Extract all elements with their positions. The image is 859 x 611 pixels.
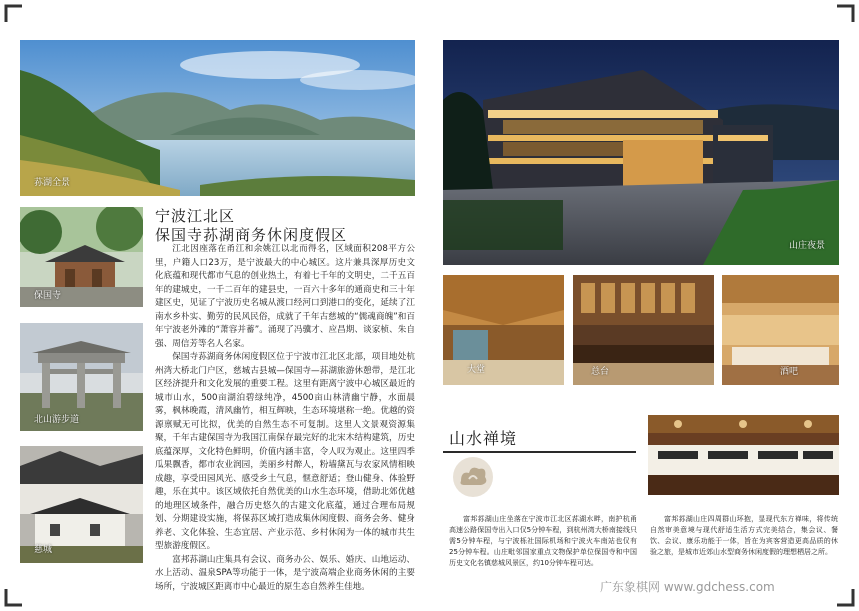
location-description [449, 514, 637, 569]
left-body-text [155, 243, 415, 594]
villa-night-caption: 山庄夜景 [788, 241, 825, 251]
villa-paragraph: 富邦荪湖山庄集具有会议、商务办公、娱乐、婚庆、山地运动、水上活动、温泉SPA等功能于一体，是宁波高端企业商务休闲的主要场所，宁波城区距离市中心最近的原生态自然养生佳地。 [155, 554, 415, 592]
ambience-description [650, 514, 838, 558]
intro-paragraph: 江北因座落在甬江和余姚江以北而得名，区域面积208平方公里，户籍人口23万，是宁波最大的中心城区。这片兼具深厚历史文化底蕴和现代都市气息的创业热土，有着七千年的文明史，二千五百年的建城史，一千二百年的建县史，一百六十多年的通商史和三十年建区史，见证了宁波历史名城从渡口经河口到港口的变化，延续了江南水乡朴实、勤劳的民风民俗，成就了千年古慈城的“儒魂商魄”和百年宁波老外滩的“萧容并蓄”。涌现了冯骥才、应昌期、谈家桢、朱自强、周信芳等名人名家。 [155, 244, 415, 349]
district-title: 宁波江北区 [155, 207, 236, 225]
section-title: 山水禅境 [449, 429, 518, 448]
lake-panorama-photo [20, 40, 415, 196]
temple-photo [20, 207, 143, 307]
lake-panorama-caption: 荪湖全景 [34, 178, 71, 188]
section-divider [443, 451, 636, 453]
location-paragraph: 富邦荪湖山庄坐落在宁波市江北区荪湖水畔，南护杭甬高速公路保国寺出入口仅5分钟车程，到杭州湾大桥南接线只需5分钟车程，与宁波栎社国际机场和宁波火车南站也仅有25分钟车程。山庄毗邻国家重点文物保护单位保国寺和中国历史文化名镇慈城风景区，约10分钟车程可达。 [449, 515, 637, 567]
corner-mark-bottom-right [837, 589, 855, 607]
village-photo [20, 446, 143, 563]
lobby-caption: 大堂 [467, 365, 486, 375]
corner-mark-top-left [4, 4, 22, 22]
resort-area-paragraph: 保国寺荪湖商务休闲度假区位于宁波市江北区北部，项目地处杭州湾大桥北门户区，慈城古县城—保国寺—荪湖旅游休憩带，是江北区经济提升和文化发展的重要工程。这里有距离宁波中心城区最近的城市山水，500亩湖泊碧绿纯净，4500亩山林清幽宁静，水面晨雾，枫林晚霞，清风幽竹，相互辉映，生态环境堪称一绝。优越的资源禀赋无可比拟，优美的自然生态不可复制。这里人文景观资源集聚，千年古建保国寺为我国江南保存最完好的北宋木结构建筑，历史底蕴深厚，文化特色鲜明，价值内涵丰富，令人叹为观止。这里四季瓜果飘香，都市农业润园，美丽乡村醉人，粉墙黛瓦与农家风情相映成趣，享受田园风光、感受乡土气息，惬意舒适；登山健身、体验野趣，乐在其中。该区域依托自然优美的山水生态环境，借助北郊优越的地理区域条件，融合历史悠久的古建文化底蕴，通过合理布局规划、分期建设实施，将保荪区域打造成集休闲度假、商务会务、健身养老、文化体验、生态宜居、产业示范、乡村休闲为一体的城市共生型旅游度假区。 [155, 352, 415, 551]
reception-photo [573, 275, 714, 385]
temple-caption: 保国寺 [34, 291, 62, 301]
corner-mark-top-right [837, 4, 855, 22]
banquet-hall-photo [648, 415, 839, 495]
resort-area-title: 保国寺荪湖商务休闲度假区 [155, 226, 348, 244]
corner-mark-bottom-left [4, 589, 22, 607]
villa-night-photo [443, 40, 839, 265]
bar-photo [722, 275, 839, 385]
gate-caption: 北山游步道 [34, 415, 80, 425]
site-watermark: 广东象棋网 www.gdchess.com [600, 580, 775, 594]
bar-caption: 酒吧 [780, 367, 799, 377]
cloud-emblem-icon [451, 455, 495, 499]
village-caption: 慈城 [34, 545, 53, 555]
ambience-paragraph: 富邦荪湖山庄四周群山环抱，显现代东方禅味，将传统自然审美意境与现代舒适生活方式完美结合，集会议、餐饮、会议、康乐功能于一体，旨在为宾客营造更高品质的休验之旅，是城市近郊山水型商务休闲度假的理想栖居之所。 [650, 515, 838, 556]
reception-caption: 总台 [591, 367, 610, 377]
lobby-photo [443, 275, 564, 385]
stone-gate-photo [20, 323, 143, 431]
